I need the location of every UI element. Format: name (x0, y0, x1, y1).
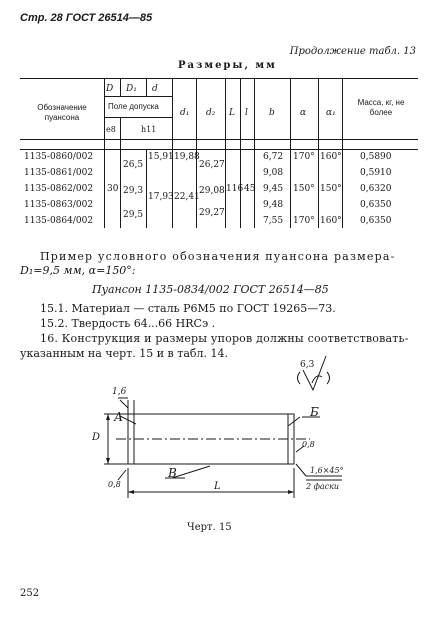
row-2-b: 9,08 (263, 168, 284, 178)
row-4-designation: 1135-0863/002 (24, 200, 94, 210)
row-1-d1: 19,88 (174, 152, 200, 162)
row-5-D1: 29,5 (123, 210, 144, 220)
row-1-D1: 26,5 (123, 160, 144, 170)
item-16-line-1: 16. Конструкция и размеры упоров должны соответствовать- (40, 332, 409, 345)
table-title: Размеры, мм (178, 60, 277, 71)
table-continuation: Продолжение табл. 13 (289, 46, 416, 57)
example-line-2: D₁=9,5 мм, α=150°: (20, 264, 136, 277)
item-15-1: 15.1. Материал — сталь Р6М5 по ГОСТ 19265—73. (40, 302, 336, 315)
page-header: Стр. 28 ГОСТ 26514—85 (20, 12, 153, 24)
header-d1: d₁ (180, 108, 190, 118)
row-3-b: 9,45 (263, 184, 284, 194)
row-3-d1: 22,41 (174, 192, 200, 202)
chamfer-count: 2 фаски (306, 482, 340, 491)
row-1-b: 6,72 (263, 152, 284, 162)
header-tolerance-field: Поле допуска (108, 102, 159, 111)
row-2-designation: 1135-0861/002 (24, 168, 94, 178)
label-B-cyr: Б (310, 405, 319, 419)
row-3-d2: 29,08 (199, 186, 225, 196)
row-4-mass: 0,6350 (360, 200, 392, 210)
chamfer-left-value: 1,6 (112, 387, 127, 397)
header-mass: Масса, кг, не более (357, 98, 405, 117)
row-3-mass: 0,6320 (360, 184, 392, 194)
row-1-d2: 26,27 (199, 160, 225, 170)
row-3-D1: 29,3 (123, 186, 144, 196)
label-L: L (214, 481, 221, 492)
chamfer-note: 1,6×45° (310, 466, 344, 475)
row-4-b: 9,48 (263, 200, 284, 210)
example-designation: Пуансон 1135-0834/002 ГОСТ 26514—85 (92, 283, 329, 296)
example-line-1: Пример условного обозначения пуансона размера- (40, 250, 396, 263)
row-5-designation: 1135-0864/002 (24, 216, 94, 226)
row-3-alpha1: 150° (320, 184, 342, 194)
row-3-alpha: 150° (293, 184, 315, 194)
label-D: D (92, 432, 101, 443)
row-5-b: 7,55 (263, 216, 284, 226)
header-L: L (229, 108, 235, 118)
row-3-designation: 1135-0862/002 (24, 184, 94, 194)
row-1-mass: 0,5890 (360, 152, 392, 162)
row-5-alpha1: 160° (320, 216, 342, 226)
row-1-alpha: 170° (293, 152, 315, 162)
row-5-mass: 0,6350 (360, 216, 392, 226)
page-number: 252 (20, 588, 40, 599)
r-left-value: 0,8 (108, 480, 121, 489)
row-1-alpha1: 160° (320, 152, 342, 162)
header-d: d (152, 84, 158, 94)
row-3-D: 30 (107, 184, 119, 194)
header-D1: D₁ (126, 84, 137, 94)
row-5-alpha: 170° (293, 216, 315, 226)
header-l: l (245, 108, 248, 118)
r-right-value: 0,8 (302, 440, 315, 449)
row-3-d: 17,93 (148, 192, 174, 202)
roughness-value: 6,3 (300, 360, 315, 370)
label-V: В (168, 466, 177, 480)
row-1-designation: 1135-0860/002 (24, 152, 94, 162)
header-alpha1: α₁ (326, 108, 336, 118)
row-1-d: 15,91 (148, 152, 174, 162)
item-15-2: 15.2. Твердость 64...66 HRCэ . (40, 317, 216, 330)
header-d2: d₂ (206, 108, 216, 118)
header-D: D (106, 84, 114, 94)
row-3-l: 45 (244, 184, 256, 194)
row-3-L: 116 (226, 184, 244, 194)
item-16-line-2: указанным на черт. 15 и в табл. 14. (20, 347, 228, 360)
figure-caption: Черт. 15 (187, 522, 232, 533)
header-h11: h11 (141, 125, 157, 134)
header-b: b (269, 108, 275, 118)
row-5-d2: 29,27 (199, 208, 225, 218)
row-2-mass: 0,5910 (360, 168, 392, 178)
label-A: А (114, 410, 124, 424)
header-designation: Обозначение пуансона (37, 103, 87, 122)
header-alpha: α (300, 108, 307, 118)
header-e8: e8 (106, 125, 116, 134)
